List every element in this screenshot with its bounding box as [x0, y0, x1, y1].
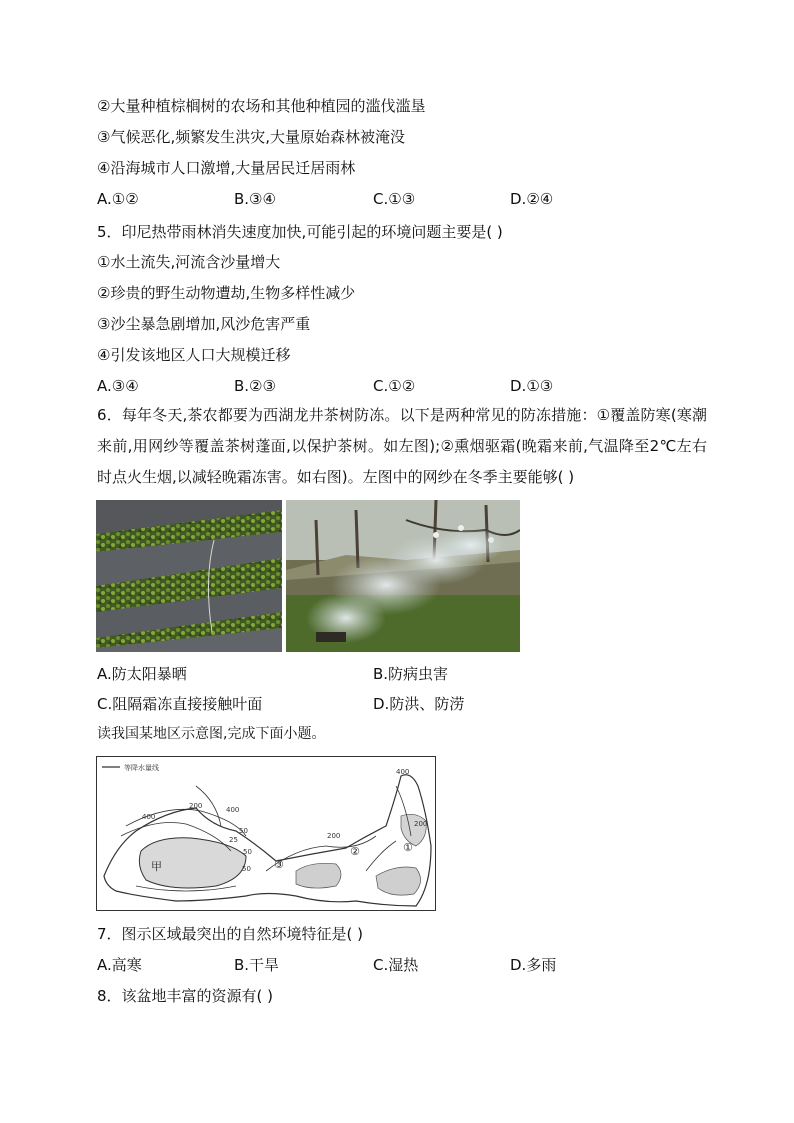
q6-option-d[interactable]: D.防洪、防涝	[373, 695, 465, 713]
basin-label: 甲	[151, 860, 162, 873]
tea-net-illustration	[96, 500, 282, 652]
q5-stem: 5．印尼热带雨林消失速度加快,可能引起的环境问题主要是( )	[97, 223, 503, 241]
q5-item-2: ②珍贵的野生动物遭劫,生物多样性减少	[97, 284, 356, 302]
isoline-label: 400	[142, 813, 156, 821]
isoline-label: 50	[239, 827, 248, 835]
q4-option-a[interactable]: A.①②	[97, 190, 139, 208]
map-intro: 读我国某地区示意图,完成下面小题。	[97, 726, 326, 742]
q4-option-d[interactable]: D.②④	[510, 190, 554, 208]
region-map-svg	[96, 756, 436, 911]
isoline-label: 200	[189, 802, 203, 810]
q5-item-3: ③沙尘暴急剧增加,风沙危害严重	[97, 315, 311, 333]
q4-item-3: ③气候恶化,频繁发生洪灾,大量原始森林被淹没	[97, 128, 405, 146]
q5-item-1: ①水土流失,河流含沙量增大	[97, 253, 281, 271]
q5-option-b[interactable]: B.②③	[234, 377, 276, 395]
marker-1: ①	[403, 841, 413, 854]
q7-option-a[interactable]: A.高寒	[97, 956, 142, 974]
q7-option-c[interactable]: C.湿热	[373, 956, 419, 974]
isoline-label: 50	[242, 865, 251, 873]
isoline-label: 25	[229, 836, 238, 844]
q5-option-d[interactable]: D.①③	[510, 377, 554, 395]
q6-options-row2	[97, 694, 697, 714]
q4-item-2: ②大量种植棕榈树的农场和其他种植园的滥伐滥垦	[97, 97, 426, 115]
marker-2: ②	[350, 845, 360, 858]
tea-net-photo	[96, 500, 282, 652]
q5-item-4: ④引发该地区人口大规模迁移	[97, 346, 291, 364]
q7-option-b[interactable]: B.干旱	[234, 956, 280, 974]
q8-stem: 8．该盆地丰富的资源有( )	[97, 987, 274, 1005]
q6-option-b[interactable]: B.防病虫害	[373, 665, 449, 683]
q6-option-a[interactable]: A.防太阳暴晒	[97, 665, 187, 683]
isoline-label: 400	[226, 806, 240, 814]
q7-option-d[interactable]: D.多雨	[510, 956, 557, 974]
isoline-label: 200	[414, 820, 428, 828]
isoline-label: 50	[243, 848, 252, 856]
smoke-orchard-illustration	[286, 500, 520, 652]
q4-option-c[interactable]: C.①③	[373, 190, 416, 208]
isoline-label: 200	[327, 832, 341, 840]
marker-3: ③	[274, 858, 284, 871]
q4-options	[97, 189, 697, 209]
q7-options	[97, 955, 697, 975]
q7-stem: 7．图示区域最突出的自然环境特征是( )	[97, 925, 364, 943]
legend-label: 等降水量线	[124, 764, 159, 772]
q5-option-c[interactable]: C.①②	[373, 377, 416, 395]
q4-option-b[interactable]: B.③④	[234, 190, 276, 208]
smoke-orchard-photo	[286, 500, 520, 652]
isoline-label: 400	[396, 768, 410, 776]
q6-stem: 6．每年冬天,茶农都要为西湖龙井茶树防冻。以下是两种常见的防冻措施：①覆盖防寒(寒潮来前,用网纱等覆盖茶树蓬面,以保护茶树。如左图);②熏烟驱霜(晚霜来前,气温降至2℃左右时点火生烟,以减轻晚霜冻害。如右图)。左图中的网纱在冬季主要能够( )	[97, 406, 707, 486]
q6-options-row1	[97, 664, 697, 684]
q5-option-a[interactable]: A.③④	[97, 377, 139, 395]
region-map	[96, 756, 436, 911]
q6-option-c[interactable]: C.阻隔霜冻直接接触叶面	[97, 695, 263, 713]
q4-item-4: ④沿海城市人口激增,大量居民迁居雨林	[97, 159, 356, 177]
q5-options	[97, 376, 697, 396]
